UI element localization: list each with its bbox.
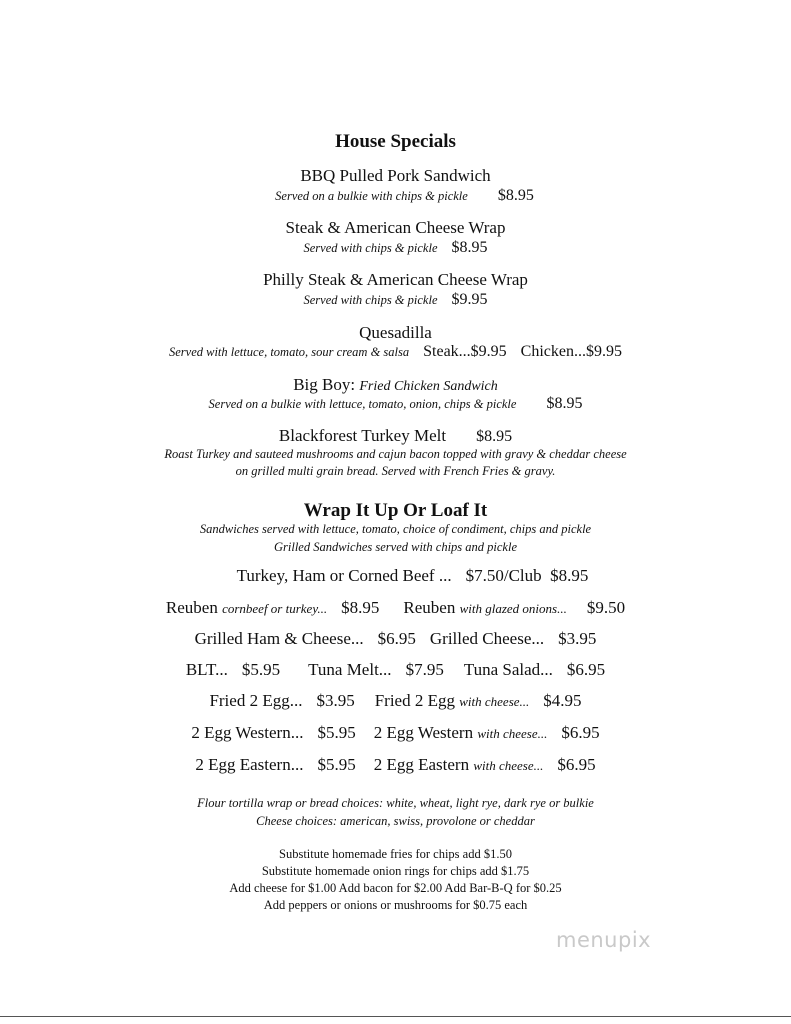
row-item-note: with glazed onions... xyxy=(459,601,567,616)
item-steak-wrap-details xyxy=(0,239,791,257)
extra-cheese-bacon-bbq: Add cheese for $1.00 Add bacon for $2.00 Add Bar-B-Q for $0.25 xyxy=(229,881,562,895)
row-item: Tuna Melt... xyxy=(308,660,392,679)
item-description: Served with chips & pickle xyxy=(303,293,438,307)
row-price: $6.95 xyxy=(557,755,596,774)
row-item: Reuben xyxy=(165,598,218,617)
row-item: Grilled Cheese... xyxy=(429,629,545,648)
item-name: Blackforest Turkey Melt xyxy=(278,426,447,445)
row-item: 2 Egg Western... xyxy=(191,723,304,742)
row-price: $5.95 xyxy=(317,723,356,742)
row-item: Fried 2 Egg... xyxy=(209,691,303,710)
menu-row-fried-egg xyxy=(0,691,791,711)
extra-peppers-onions: Add peppers or onions or mushrooms for $0.75 each xyxy=(263,898,528,912)
item-name: Big Boy: xyxy=(293,375,356,394)
row-price: $3.95 xyxy=(316,691,355,710)
item-description-line2: on grilled multi grain bread. Served with French Fries & gravy. xyxy=(235,464,556,478)
item-quesadilla: Quesadilla xyxy=(359,323,432,342)
menu-row-reuben xyxy=(0,598,791,618)
row-price: $8.95 xyxy=(341,598,380,617)
menu-row-grilled xyxy=(0,629,791,649)
item-price: $8.95 xyxy=(546,395,583,412)
row-item: BLT... xyxy=(185,660,228,679)
extra-fries: Substitute homemade fries for chips add $1.50 xyxy=(279,847,512,861)
row-price: $6.95 xyxy=(566,660,606,679)
item-blackforest-turkey-melt xyxy=(0,426,791,446)
menu-row-blt-tuna xyxy=(0,660,791,680)
row-price: $9.50 xyxy=(586,598,626,617)
item-price: $8.95 xyxy=(451,239,488,256)
house-specials-heading: House Specials xyxy=(335,131,456,152)
bread-choices: Flour tortilla wrap or bread choices: white, wheat, light rye, dark rye or bulkie xyxy=(197,796,594,810)
row-price: $4.95 xyxy=(543,691,582,710)
menu-row-egg-eastern xyxy=(0,755,791,775)
item-description: Served on a bulkie with chips & pickle xyxy=(275,189,468,203)
item-quesadilla-details xyxy=(0,343,791,361)
row-item-note: with cheese... xyxy=(473,758,544,773)
wrap-section-subtitle-2: Grilled Sandwiches served with chips and pickle xyxy=(273,540,517,554)
row-item: Reuben xyxy=(403,598,456,617)
row-price: $3.95 xyxy=(558,629,597,648)
row-item: Tuna Salad... xyxy=(463,660,553,679)
item-description: Served on a bulkie with lettuce, tomato, onion, chips & pickle xyxy=(208,397,517,411)
menupix-watermark: menupix xyxy=(556,928,652,952)
item-philly-steak-wrap: Philly Steak & American Cheese Wrap xyxy=(263,270,528,289)
item-bbq-pulled-pork-details xyxy=(0,187,791,205)
page-bottom-rule xyxy=(0,1016,791,1017)
row-price: $7.95 xyxy=(405,660,444,679)
item-steak-wrap: Steak & American Cheese Wrap xyxy=(285,218,506,237)
extra-onion-rings: Substitute homemade onion rings for chips add $1.75 xyxy=(261,864,530,878)
item-description-line1: Roast Turkey and sauteed mushrooms and cajun bacon topped with gravy & cheddar cheese xyxy=(164,447,627,461)
row-item-note: with cheese... xyxy=(477,726,548,741)
row-item: 2 Egg Western xyxy=(373,723,474,742)
item-price: $9.95 xyxy=(451,291,488,308)
row-price: $7.50/Club xyxy=(465,566,542,585)
cheese-choices: Cheese choices: american, swiss, provolone or cheddar xyxy=(256,814,535,828)
row-item: Turkey, Ham or Corned Beef ... xyxy=(236,566,452,585)
item-name-italic: Fried Chicken Sandwich xyxy=(359,379,498,394)
price-steak: Steak...$9.95 xyxy=(423,343,507,360)
row-club-price: $8.95 xyxy=(550,566,589,585)
row-item-note: with cheese... xyxy=(459,694,530,709)
price-chicken: Chicken...$9.95 xyxy=(520,343,622,360)
row-item: Fried 2 Egg xyxy=(374,691,455,710)
item-price: $8.95 xyxy=(497,187,534,204)
item-description: Served with chips & pickle xyxy=(303,241,438,255)
wrap-section-subtitle-1: Sandwiches served with lettuce, tomato, choice of condiment, chips and pickle xyxy=(199,522,592,536)
row-price: $6.95 xyxy=(377,629,416,648)
item-price: $8.95 xyxy=(476,428,513,445)
row-item-note: cornbeef or turkey... xyxy=(222,601,328,616)
item-big-boy xyxy=(0,375,791,395)
item-philly-steak-wrap-details xyxy=(0,291,791,309)
menu-row-egg-western xyxy=(0,723,791,743)
row-price: $6.95 xyxy=(561,723,600,742)
row-item: 2 Egg Eastern... xyxy=(195,755,304,774)
item-description: Served with lettuce, tomato, sour cream & salsa xyxy=(168,345,410,359)
item-bbq-pulled-pork: BBQ Pulled Pork Sandwich xyxy=(300,166,491,185)
row-price: $5.95 xyxy=(317,755,356,774)
menu-row-turkey-ham xyxy=(0,566,791,586)
wrap-section-heading: Wrap It Up Or Loaf It xyxy=(303,500,488,521)
row-price: $5.95 xyxy=(241,660,281,679)
row-item: Grilled Ham & Cheese... xyxy=(194,629,364,648)
item-big-boy-details xyxy=(0,395,791,413)
row-item: 2 Egg Eastern xyxy=(373,755,470,774)
